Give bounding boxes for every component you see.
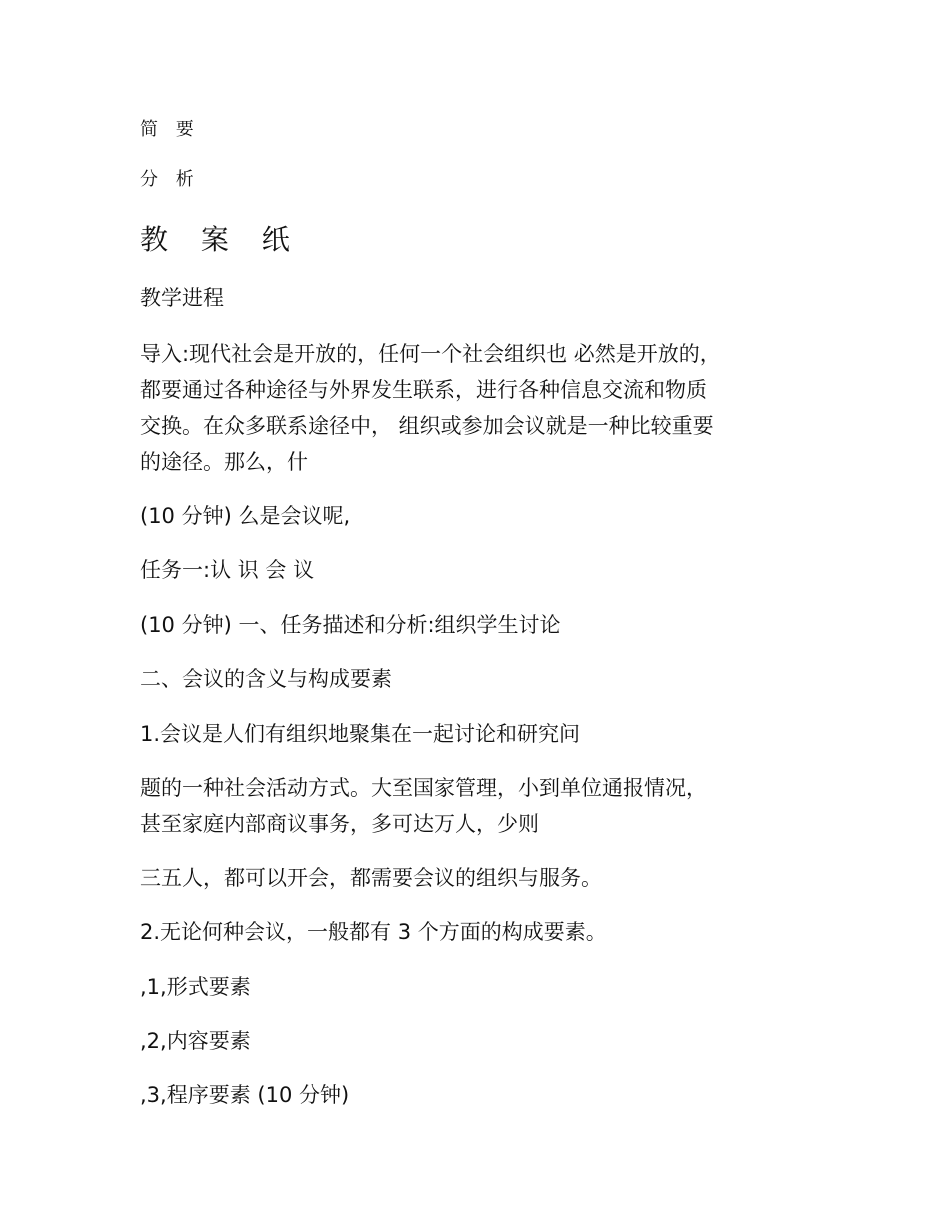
brief-label: 简 要 (140, 119, 200, 140)
element-item: ,2,内容要素 (140, 1029, 251, 1053)
point-one-continuation (140, 770, 820, 842)
intro-time-line: (10 分钟) 么是会议呢, (140, 504, 351, 528)
element-item: ,1,形式要素 (140, 975, 251, 999)
point-one-end: 三五人，都可以开会，都需要会议的组织与服务。 (140, 866, 602, 890)
page-title: 教 案 纸 (140, 223, 302, 256)
section-heading: 教学进程 (140, 286, 224, 310)
point-one-line: 甚至家庭内部商议事务，多可达万人，少则 (140, 812, 539, 836)
task-description: (10 分钟) 一、任务描述和分析:组织学生讨论 (140, 613, 561, 637)
task-one-heading: 任务一:认 识 会 议 (140, 558, 315, 582)
analysis-label: 分 析 (140, 169, 200, 190)
element-item: ,3,程序要素 (10 分钟) (140, 1083, 350, 1107)
intro-line: 都要通过各种途径与外界发生联系，进行各种信息交流和物质 (140, 378, 707, 402)
meaning-heading: 二、会议的含义与构成要素 (140, 667, 392, 691)
point-one-line: 题的一种社会活动方式。大至国家管理，小到单位通报情况， (140, 776, 707, 800)
point-two: 2.无论何种会议，一般都有 3 个方面的构成要素。 (140, 920, 607, 944)
intro-line: 交换。在众多联系途径中， 组织或参加会议就是一种比较重要 (140, 414, 714, 438)
intro-line: 导入:现代社会是开放的，任何一个社会组织也 必然是开放的， (140, 342, 721, 366)
intro-paragraph (140, 336, 820, 480)
intro-line: 的途径。那么，什 (140, 450, 308, 474)
point-one: 1.会议是人们有组织地聚集在一起讨论和研究问 (140, 722, 581, 746)
